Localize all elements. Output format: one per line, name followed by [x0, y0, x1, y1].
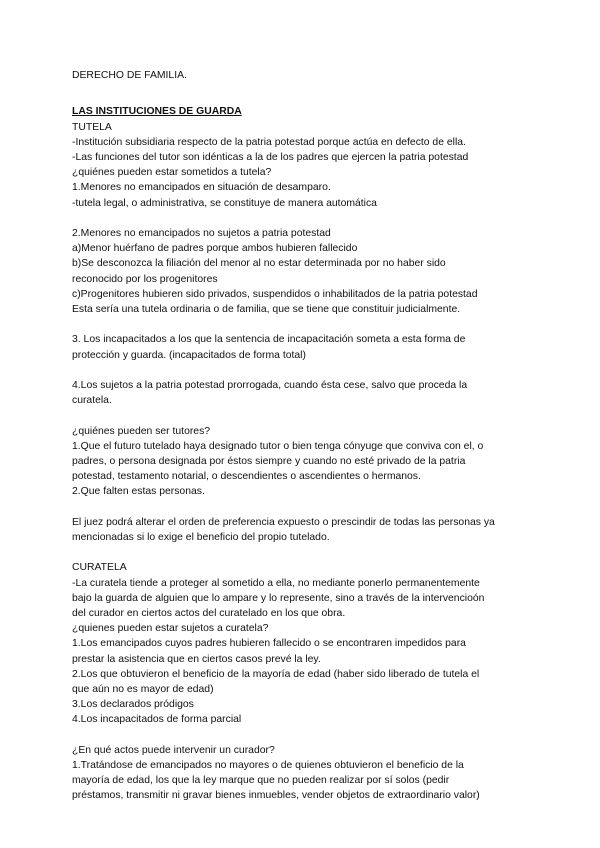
text-line: del curador en ciertos actos del curatelado en los que obra. [72, 608, 346, 619]
text-line: que aún no es mayor de edad) [72, 684, 214, 696]
text-line: reconocido por los progenitores [72, 273, 218, 285]
text-line: Esta sería una tutela ordinaria o de familia, que se tiene que constituir judicialmente. [72, 304, 461, 316]
text-line: préstamos, transmitir ni gravar bienes inmuebles, vender objetos de extraordinario valor) [72, 790, 480, 802]
text-line: padres, o persona designada por éstos siempre y cuando no esté privado de la patria [72, 456, 466, 467]
text-line: potestad, testamento notarial, o descendientes o ascendientes o hermanos. [72, 471, 421, 483]
text-line: -Las funciones del tutor son idénticas a la de los padres que ejercen la patria potestad [72, 152, 469, 163]
text-line: b)Se desconozca la filiación del menor al no estar determinada por no haber sido [72, 258, 446, 270]
tutela-block-3 [72, 332, 542, 362]
section-heading: LAS INSTITUCIONES DE GUARDA [72, 106, 242, 118]
text-line: mencionadas si lo exige el beneficio del propio tutelado. [72, 532, 330, 543]
text-line: curatela. [72, 395, 112, 407]
text-line: c)Progenitores hubieren sido privados, suspendidos o inhabilitados de la patria potestad [72, 288, 478, 300]
text-line: 1.Que el futuro tutelado haya designado tutor o bien tenga cónyuge que conviva con el, o [72, 440, 484, 452]
tutela-block-4 [72, 378, 542, 408]
text-line: 3. Los incapacitados a los que la sentencia de incapacitación someta a esta forma de [72, 334, 466, 346]
curatela-block-1 [72, 576, 542, 728]
document-title: DERECHO DE FAMILIA. [72, 70, 187, 81]
text-line: 1.Tratándose de emancipados no mayores o de quienes obtuvieron el beneficio de la [72, 760, 464, 772]
text-line: 3.Los declarados pródigos [72, 699, 194, 711]
curatela-title: CURATELA [72, 562, 127, 574]
tutela-block-6 [72, 515, 542, 545]
tutela-block-1 [72, 135, 542, 211]
tutela-block-5 [72, 424, 542, 500]
text-line: ¿quiénes pueden estar sometidos a tutela? [72, 167, 272, 179]
text-line: ¿quiénes pueden ser tutores? [72, 425, 211, 437]
text-line: ¿quienes pueden estar sujetos a curatela? [72, 623, 269, 635]
text-line: 4.Los sujetos a la patria potestad prorrogada, cuando ésta cese, salvo que proceda la [72, 380, 468, 391]
text-line: 2.Los que obtuvieron el beneficio de la mayoría de edad (haber sido liberado de tutela el [72, 668, 480, 680]
text-line: 2.Menores no emancipados no sujetos a patria potestad [72, 228, 331, 239]
text-line: 1.Menores no emancipados en situación de desamparo. [72, 182, 331, 194]
text-line: 4.Los incapacitados de forma parcial [72, 714, 242, 726]
tutela-block-2 [72, 226, 542, 317]
text-line: -tutela legal, o administrativa, se constituye de manera automática [72, 197, 377, 209]
text-line: bajo la guarda de alguien que lo ampare y lo represente, sino a través de la intervencioón [72, 592, 485, 604]
text-line: 2.Que falten estas personas. [72, 486, 205, 498]
text-line: mayoría de edad, los que la ley marque que no pueden realizar por sí solos (pedir [72, 775, 450, 787]
text-line: ¿En qué actos puede intervenir un curador? [72, 744, 275, 756]
tutela-title: TUTELA [72, 121, 112, 133]
text-line: a)Menor huérfano de padres porque ambos hubieren fallecido [72, 243, 358, 255]
text-line: -Institución subsidiaria respecto de la patria potestad porque actúa en defecto de ella. [72, 136, 466, 148]
text-line: El juez podrá alterar el orden de preferencia expuesto o prescindir de todas las personas ya [72, 516, 495, 528]
text-line: -La curatela tiende a proteger al sometido a ella, no mediante ponerlo permanentemente [72, 577, 480, 589]
document-page [72, 68, 542, 804]
curatela-block-2 [72, 743, 542, 804]
text-line: prestar la asistencia que en ciertos casos prevé la ley. [72, 653, 321, 665]
text-line: protección y guarda. (incapacitados de forma total) [72, 349, 306, 361]
text-line: 1.Los emancipados cuyos padres hubieren fallecido o se encontraren impedidos para [72, 638, 466, 650]
